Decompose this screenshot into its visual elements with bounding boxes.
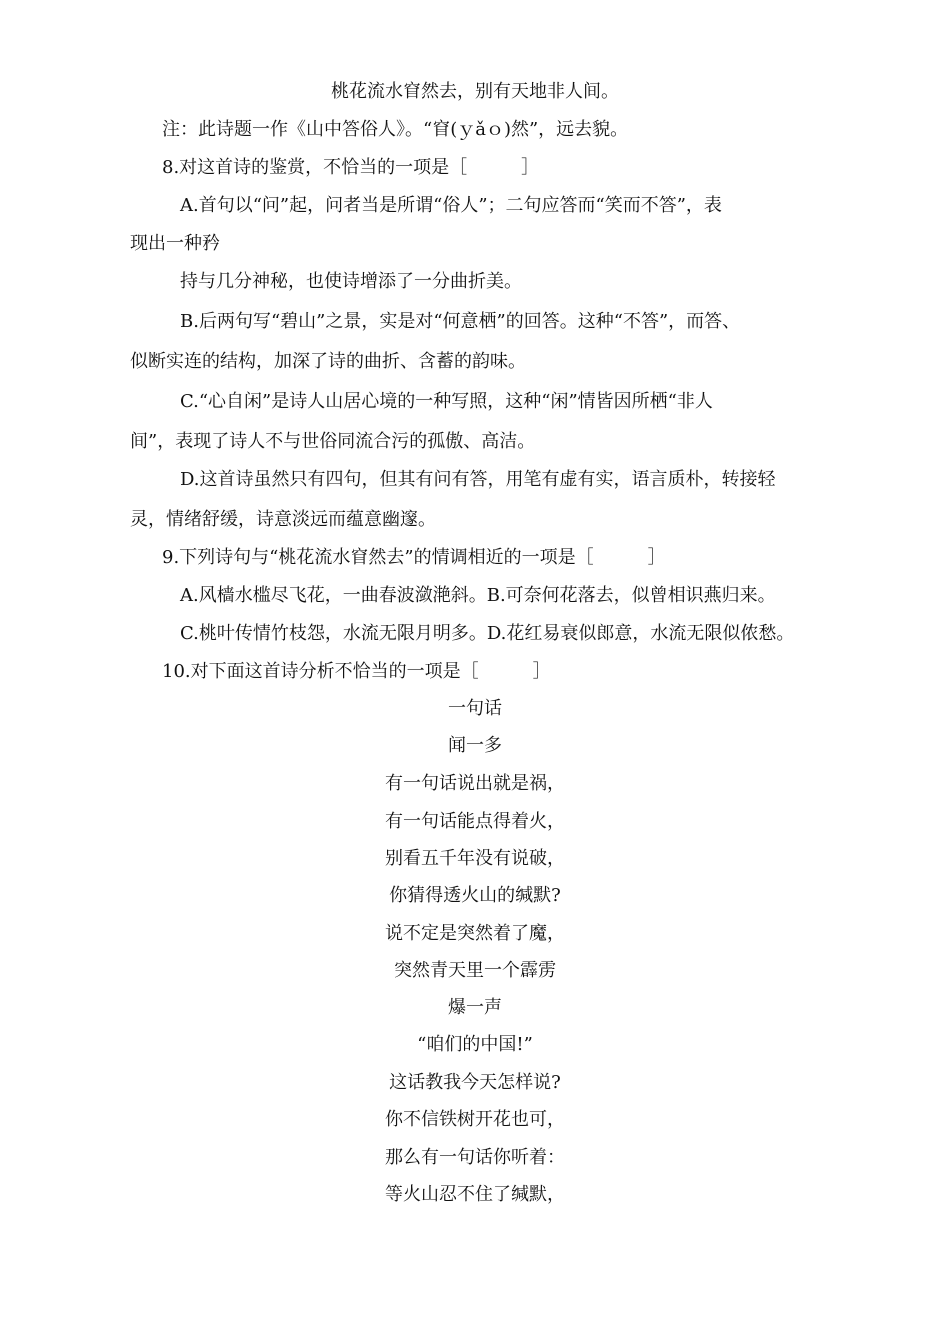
poem-line: 那么有一句话你听着： xyxy=(385,1147,565,1168)
poem-line: 这话教我今天怎样说? xyxy=(389,1072,561,1093)
poem-author: 闻一多 xyxy=(448,735,502,756)
question-8-option-c-cont: 间”，表现了诗人不与世俗同流合污的孤傲、高洁。 xyxy=(130,431,536,452)
poem-line: 说不定是突然着了魔， xyxy=(385,923,565,944)
poem-note: 注：此诗题一作《山中答俗人》。“窅(ｙǎｏ)然”，远去貌。 xyxy=(162,119,629,140)
question-8-option-d-cont: 灵，情绪舒缓，诗意淡远而蕴意幽邃。 xyxy=(130,509,436,530)
poem-line: 突然青天里一个霹雳 xyxy=(394,960,556,981)
question-8-option-a: A.首句以“问”起，问者当是所谓“俗人”；二句应答而“笑而不答”，表 xyxy=(180,195,722,216)
question-9-options-cd: C.桃叶传情竹枝怨，水流无限月明多。D.花红易衰似郎意，水流无限似侬愁。 xyxy=(180,623,795,644)
question-8-option-a-cont: 持与几分神秘，也使诗增添了一分曲折美。 xyxy=(180,271,522,292)
question-8-option-b-cont: 似断实连的结构，加深了诗的曲折、含蓄的韵味。 xyxy=(130,351,526,372)
poem-last-line: 桃花流水窅然去，别有天地非人间。 xyxy=(331,81,619,102)
poem-line: 你不信铁树开花也可， xyxy=(385,1109,565,1130)
poem-title: 一句话 xyxy=(448,698,502,719)
question-8-option-a-cont: 现出一种矜 xyxy=(130,233,220,254)
poem-line: 等火山忍不住了缄默， xyxy=(385,1184,565,1205)
question-10-stem: 10.对下面这首诗分析不恰当的一项是［ ］ xyxy=(162,661,551,682)
question-9-stem: 9.下列诗句与“桃花流水窅然去”的情调相近的一项是［ ］ xyxy=(162,547,666,568)
poem-line: 爆一声 xyxy=(448,997,502,1018)
question-8-option-d: D.这首诗虽然只有四句，但其有问有答，用笔有虚有实，语言质朴，转接轻 xyxy=(180,469,776,490)
question-8-option-b: B.后两句写“碧山”之景，实是对“何意栖”的回答。这种“不答”，而答、 xyxy=(180,311,741,332)
question-8-stem: 8.对这首诗的鉴赏，不恰当的一项是［ ］ xyxy=(162,157,540,178)
question-8-option-c: C.“心自闲”是诗人山居心境的一种写照，这种“闲”情皆因所栖“非人 xyxy=(180,391,713,412)
question-9-options-ab: A.风樯水槛尽飞花，一曲春波潋滟斜。B.可奈何花落去，似曾相识燕归来。 xyxy=(180,585,776,606)
poem-line: 你猜得透火山的缄默? xyxy=(389,885,561,906)
poem-line: “咱们的中国!” xyxy=(417,1034,533,1055)
poem-line: 有一句话说出就是祸， xyxy=(385,773,565,794)
poem-line: 有一句话能点得着火， xyxy=(385,811,565,832)
poem-line: 别看五千年没有说破， xyxy=(385,848,565,869)
